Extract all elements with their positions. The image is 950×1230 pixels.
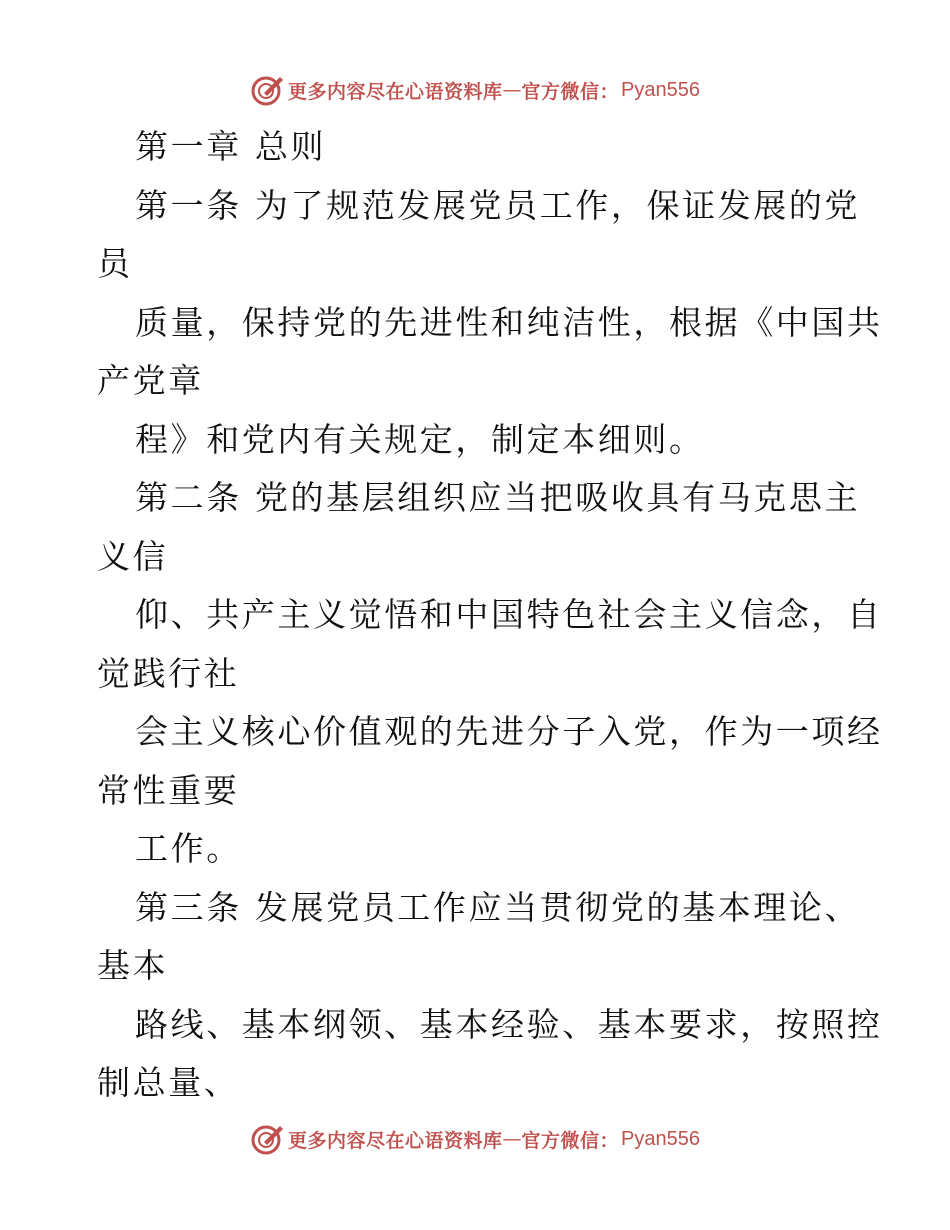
text-line: 员 (97, 244, 133, 283)
text-line: 程》和党内有关规定，制定本细则。 (135, 420, 705, 459)
chapter-title: 第一章 总则 (135, 127, 327, 166)
banner-separator: — (502, 79, 522, 101)
header-banner (0, 70, 950, 110)
text-line: 常性重要 (97, 771, 240, 810)
text-line: 仰、共产主义觉悟和中国特色社会主义信念，自 (135, 595, 883, 634)
text-line: 工作。 (135, 829, 242, 868)
pen-logo-icon (250, 1122, 284, 1156)
banner-handle: Pyan556 (621, 78, 700, 101)
text-line: 产党章 (97, 361, 204, 400)
text-line: 制总量、 (97, 1063, 240, 1102)
banner-text: 更多内容尽在心语资料库 (288, 1129, 503, 1152)
pen-logo-icon (250, 73, 284, 107)
text-line: 第一条 为了规范发展党员工作，保证发展的党 (135, 186, 861, 225)
text-line: 路线、基本纲领、基本经验、基本要求，按照控 (135, 1005, 883, 1044)
text-line: 会主义核心价值观的先进分子入党，作为一项经 (135, 712, 883, 751)
banner-text: 更多内容尽在心语资料库 (288, 80, 503, 103)
banner-handle: Pyan556 (621, 1127, 700, 1150)
footer-banner (0, 1119, 950, 1159)
text-line: 基本 (97, 946, 169, 985)
text-line: 质量，保持党的先进性和纯洁性，根据《中国共 (135, 303, 883, 342)
text-line: 第二条 党的基层组织应当把吸收具有马克思主 (135, 478, 861, 517)
banner-label: 官方微信： (521, 1129, 620, 1152)
banner-label: 官方微信： (521, 80, 620, 103)
banner-separator: — (502, 1128, 522, 1150)
text-line: 义信 (97, 537, 169, 576)
text-line: 觉践行社 (97, 654, 240, 693)
text-line: 第三条 发展党员工作应当贯彻党的基本理论、 (135, 888, 861, 927)
